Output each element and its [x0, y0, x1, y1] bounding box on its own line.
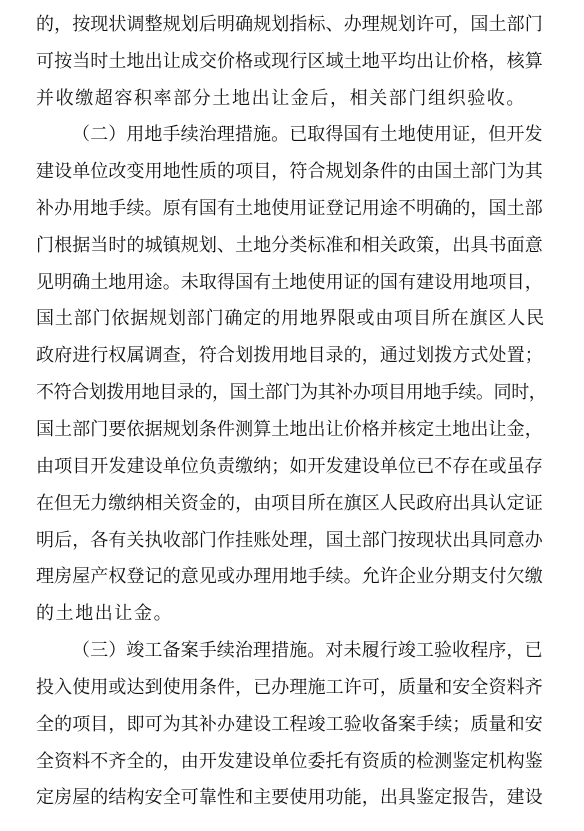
text-line: 的土地出让金。 [36, 603, 174, 624]
text-line: 全的项目，即可为其补办建设工程竣工验收备案手续；质量和安 [36, 714, 543, 735]
text-line: 政府进行权属调查，符合划拨用地目录的，通过划拨方式处置； [36, 345, 543, 366]
text-line: 可按当时土地出让成交价格或现行区域土地平均出让价格，核算 [36, 51, 543, 72]
text-line: 投入使用或达到使用条件，已办理施工许可，质量和安全资料齐 [36, 677, 543, 698]
text-line: 不符合划拨用地目录的，国土部门为其补办项目用地手续。同时， [36, 382, 547, 403]
text-line: 由项目开发建设单位负责缴纳；如开发建设单位已不存在或虽存 [36, 456, 543, 477]
text-line: 国土部门依据规划部门确定的用地界限或由项目所在旗区人民 [36, 308, 545, 329]
section-heading-line: （二）用地手续治理措施。已取得国有土地使用证，但开发 [72, 124, 543, 145]
text-line: 国土部门要依据规划条件测算土地出让价格并核定土地出让金， [36, 419, 543, 440]
text-line: 明后，各有关执收部门作挂账处理，国土部门按现状出具同意办 [36, 530, 543, 551]
text-line: 定房屋的结构安全可靠性和主要使用功能，出具鉴定报告，建设 [36, 787, 543, 808]
text-line: 补办用地手续。原有国有土地使用证登记用途不明确的，国土部 [36, 198, 543, 219]
text-line: 并收缴超容积率部分土地出让金后，相关部门组织验收。 [36, 88, 526, 109]
text-line: 在但无力缴纳相关资金的，由项目所在旗区人民政府出具认定证 [36, 493, 543, 514]
text-line: 全资料不齐全的，由开发建设单位委托有资质的检测鉴定机构鉴 [36, 751, 543, 772]
text-line: 见明确土地用途。未取得国有土地使用证的国有建设用地项目， [36, 272, 543, 293]
text-line: 的，按现状调整规划后明确规划指标、办理规划许可，国土部门 [36, 14, 543, 35]
text-line: 理房屋产权登记的意见或办理用地手续。允许企业分期支付欠缴 [36, 566, 543, 587]
text-line: 建设单位改变用地性质的项目，符合规划条件的由国土部门为其 [36, 161, 543, 182]
text-line: 门根据当时的城镇规划、土地分类标准和相关政策，出具书面意 [36, 235, 543, 256]
section-heading-line: （三）竣工备案手续治理措施。对未履行竣工验收程序，已 [72, 640, 543, 661]
